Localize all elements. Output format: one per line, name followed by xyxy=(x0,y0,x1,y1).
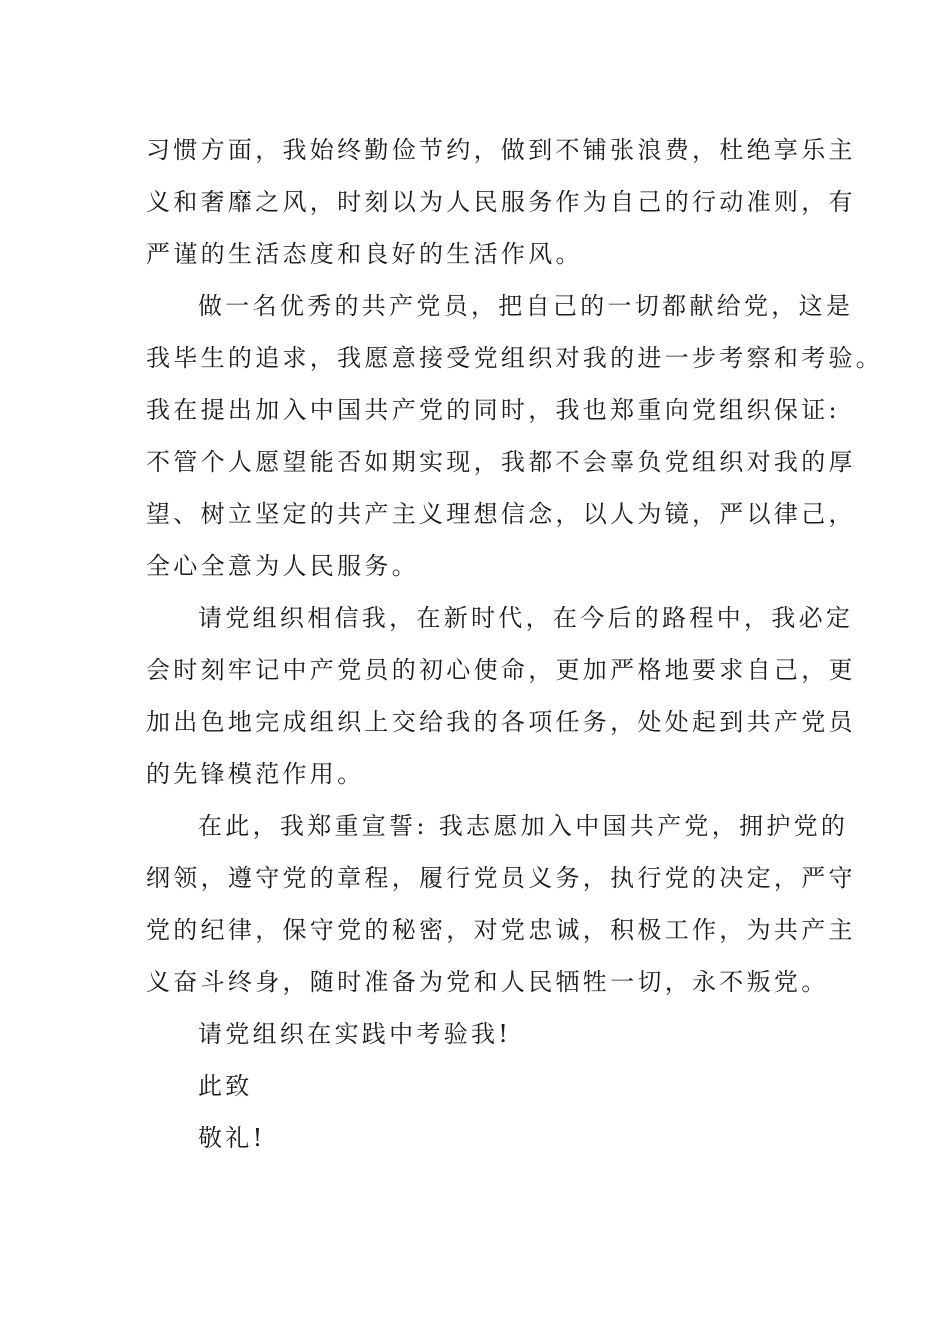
text-line: 我在提出加入中国共产党的同时，我也郑重向党组织保证: xyxy=(146,396,840,424)
text-line: 习惯方面，我始终勤俭节约，做到不铺张浪费，杜绝享乐主 xyxy=(146,136,856,164)
text-line: 在此，我郑重宣誓: 我志愿加入中国共产党，拥护党的 xyxy=(198,812,849,840)
text-line: 请党组织相信我，在新时代，在今后的路程中，我必定 xyxy=(198,604,854,632)
text-line: 会时刻牢记中产党员的初心使命，更加严格地要求自己，更 xyxy=(146,656,856,684)
text-line: 望、树立坚定的共产主义理想信念，以人为镜，严以律己， xyxy=(146,500,856,528)
text-line: 做一名优秀的共产党员，把自己的一切都献给党，这是 xyxy=(198,292,854,320)
text-line: 此致 xyxy=(198,1072,253,1100)
text-line: 严谨的生活态度和良好的生活作风。 xyxy=(146,240,583,268)
text-line: 义和奢靡之风，时刻以为人民服务作为自己的行动准则，有 xyxy=(146,188,856,216)
text-line: 纲领，遵守党的章程，履行党员义务，执行党的决定，严守 xyxy=(146,864,856,892)
text-line: 义奋斗终身，随时准备为党和人民牺牲一切，永不叛党。 xyxy=(146,968,829,996)
text-line: 我毕生的追求，我愿意接受党组织对我的进一步考察和考验。 xyxy=(146,344,884,372)
text-line: 党的纪律，保守党的秘密，对党忠诚，积极工作，为共产主 xyxy=(146,916,856,944)
text-line: 敬礼! xyxy=(198,1124,266,1152)
text-line: 不管个人愿望能否如期实现，我都不会辜负党组织对我的厚 xyxy=(146,448,856,476)
document-body xyxy=(146,124,884,1164)
text-line: 的先锋模范作用。 xyxy=(146,760,365,788)
text-line: 请党组织在实践中考验我! xyxy=(198,1020,512,1048)
text-line: 加出色地完成组织上交给我的各项任务，处处起到共产党员 xyxy=(146,708,856,736)
text-line: 全心全意为人民服务。 xyxy=(146,552,419,580)
